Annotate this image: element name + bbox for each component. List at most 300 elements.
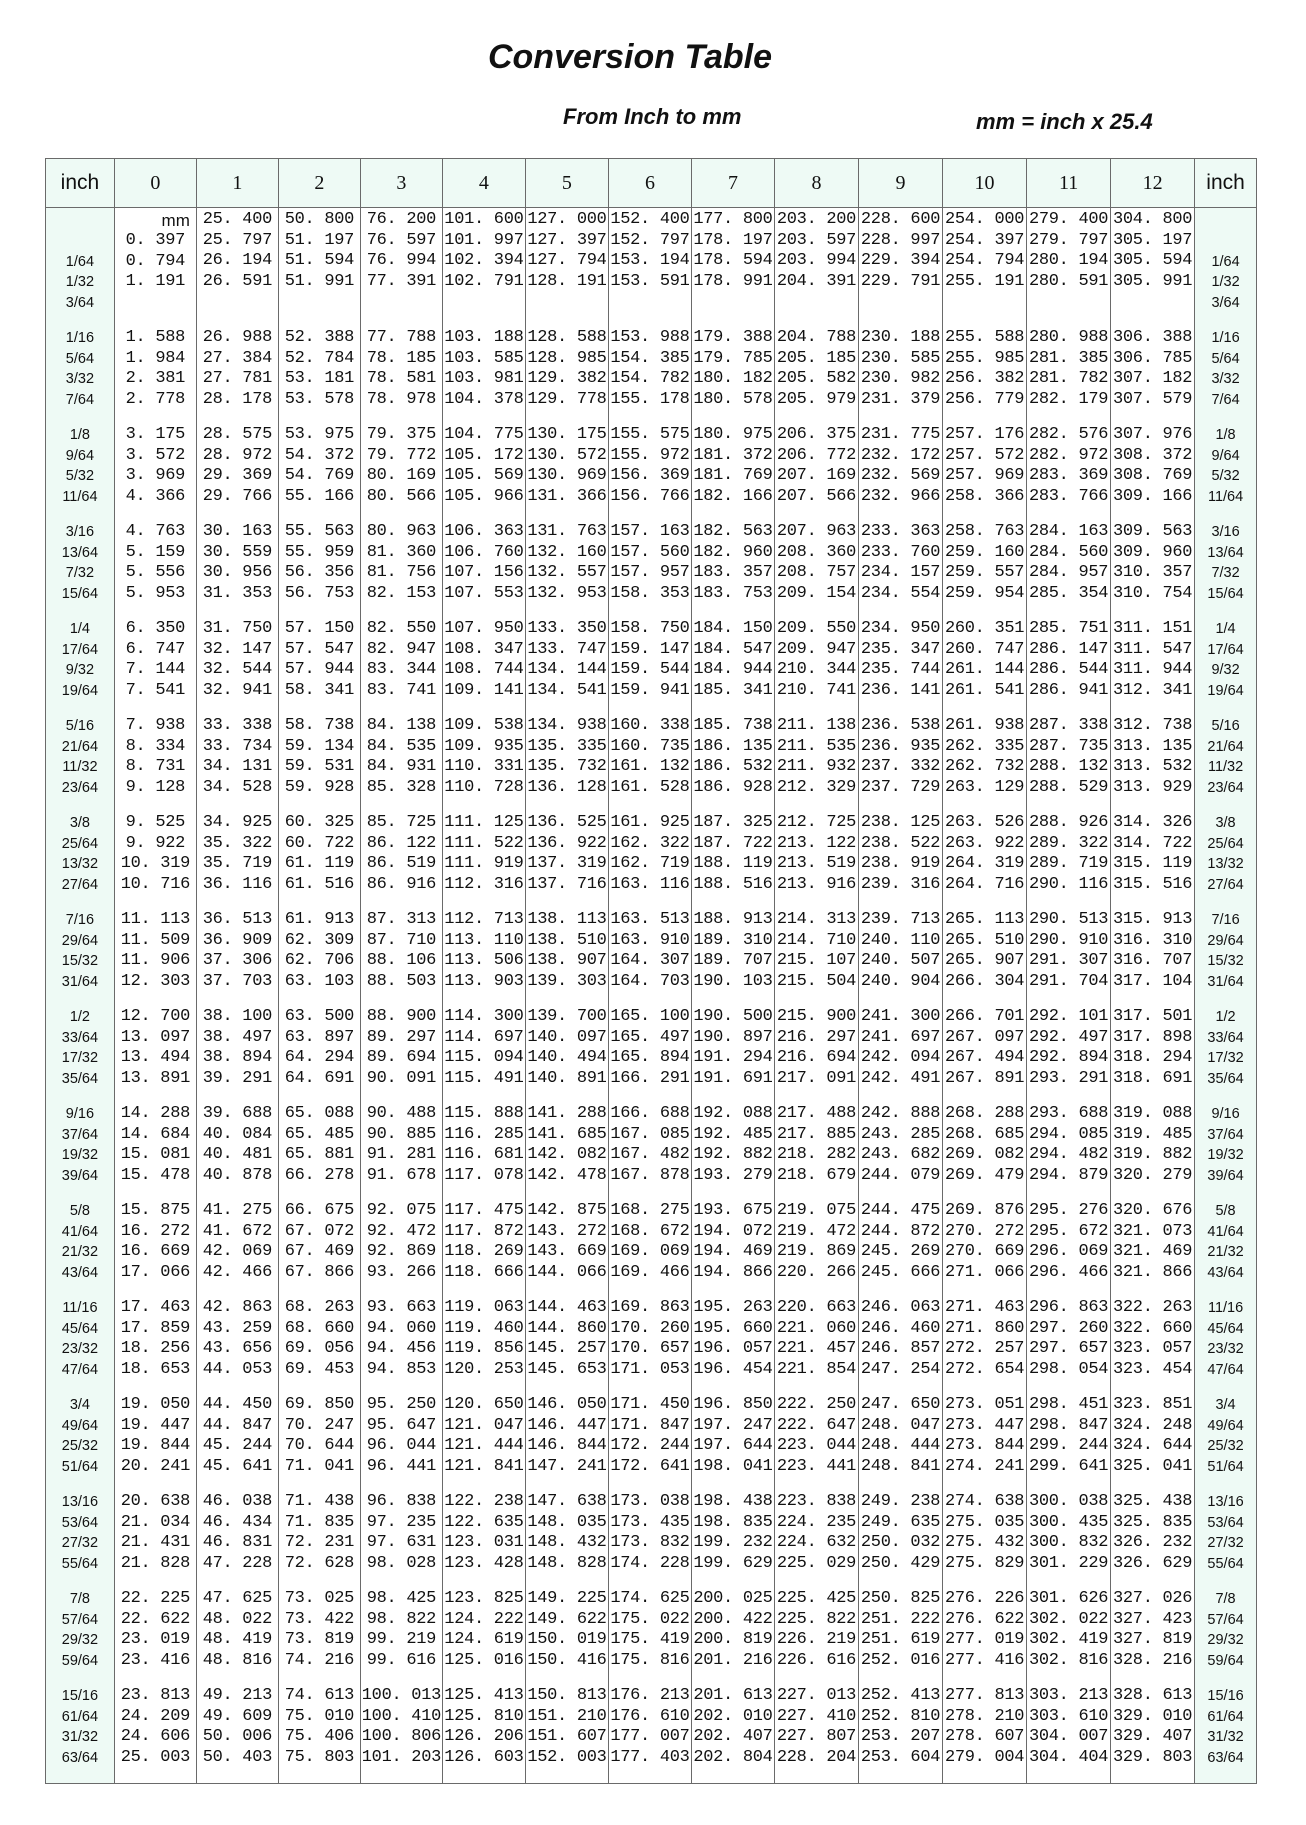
value-group [443,619,525,716]
fraction-label: 45/64 [61,1320,99,1337]
fraction-label: 21/64 [61,738,99,755]
mm-value: 128. 985 [527,348,607,368]
mm-value: 157. 163 [610,522,690,541]
mm-value: 59. 531 [284,757,355,776]
header-col-12: 12 [1111,159,1195,208]
mm-value: 288. 926 [1028,813,1109,832]
mm-value: 240. 507 [860,951,941,970]
value-group [859,910,942,1007]
mm-value: 225. 425 [776,1589,857,1608]
mm-value: 81. 756 [366,563,437,582]
mm-value: 74. 216 [284,1650,355,1670]
mm-value: 50. 800 [284,210,355,229]
mm-value: 53. 181 [284,369,355,388]
header-inch-left: inch [46,159,115,208]
mm-value: 174. 228 [610,1553,690,1573]
mm-value: 106. 363 [444,522,524,541]
mm-value: 25. 003 [120,1747,190,1767]
mm-value: 167. 482 [610,1145,690,1164]
fraction-label: 1/16 [1211,330,1240,346]
value-group [692,328,774,425]
mm-value: 14. 684 [120,1124,190,1144]
mm-value: 142. 875 [527,1201,607,1220]
mm-value: 99. 219 [366,1630,437,1649]
value-group [692,1395,774,1492]
mm-value: 173. 435 [610,1512,690,1532]
mm-value: 87. 313 [366,910,437,929]
mm-value: 214. 313 [776,910,857,929]
mm-value: 188. 516 [693,874,773,894]
mm-value: 187. 722 [693,833,773,853]
mm-value: 205. 979 [776,389,857,409]
fraction-label: 11/16 [62,1300,98,1316]
mm-value: 176. 213 [610,1686,690,1705]
body-row [46,208,1257,1784]
mm-value: 248. 444 [860,1436,941,1455]
value-group [859,210,942,328]
mm-value: 156. 369 [610,466,690,485]
value-group [1111,1492,1194,1589]
mm-value: 296. 863 [1028,1298,1109,1317]
mm-value: 310. 357 [1113,563,1193,582]
mm-value: 127. 000 [527,210,607,229]
mm-value: 25. 400 [202,210,273,229]
mm-value: 242. 888 [860,1104,941,1123]
value-group [279,1201,360,1298]
mm-value: 262. 732 [944,757,1025,776]
fraction-label: 15/64 [61,585,99,602]
mm-value: 76. 200 [366,210,437,229]
value-group [1027,522,1110,619]
mm-value: 51. 594 [284,251,355,270]
mm-value: 168. 672 [610,1221,690,1241]
mm-value: 198. 438 [693,1492,773,1511]
mm-value: 315. 119 [1113,854,1193,873]
fraction-group [1195,231,1256,328]
value-group [609,619,691,716]
mm-value: 274. 638 [944,1492,1025,1511]
mm-value: 28. 575 [202,425,273,444]
mm-value: 294. 879 [1028,1165,1109,1185]
fraction-group [1195,1589,1256,1686]
mm-value: 88. 503 [366,971,437,991]
fraction-label: 13/16 [1207,1494,1244,1510]
mm-value: 61. 913 [284,910,355,929]
mm-value: 55. 166 [284,486,355,506]
value-group [943,210,1026,328]
fraction-label: 5/8 [69,1203,90,1219]
mm-value: 203. 994 [776,251,857,270]
mm-value: 76. 597 [366,230,437,250]
value-group [775,328,858,425]
mm-value: 313. 532 [1113,757,1193,776]
mm-value: 67. 469 [284,1242,355,1261]
mm-value: 126. 603 [444,1747,524,1767]
mm-value: 222. 647 [776,1415,857,1435]
value-group [115,619,196,716]
value-group [1027,210,1110,328]
mm-value: 325. 835 [1113,1512,1193,1532]
mm-value: 291. 307 [1028,951,1109,970]
fraction-label: 9/16 [1211,1106,1240,1122]
fraction-column-right [1195,208,1257,1784]
mm-value: 48. 022 [202,1609,273,1629]
mm-value: 284. 560 [1028,542,1109,562]
mm-value: 223. 838 [776,1492,857,1511]
fraction-label: 63/64 [1207,1749,1244,1766]
mm-value: 128. 191 [527,271,607,291]
mm-value: 9. 525 [125,813,186,832]
mm-value: 154. 782 [610,369,690,388]
mm-value: 209. 947 [776,639,857,659]
mm-value: 109. 935 [444,736,524,756]
mm-value: 66. 675 [284,1201,355,1220]
mm-value: 261. 938 [944,716,1025,735]
mm-value: 280. 988 [1028,328,1109,347]
mm-value: 191. 294 [693,1048,773,1067]
mm-value: 149. 225 [527,1589,607,1608]
mm-value: 274. 241 [944,1456,1025,1476]
value-group [526,1589,608,1686]
mm-value: 12. 303 [120,971,190,991]
mm-value: 86. 519 [366,854,437,873]
mm-value: 104. 775 [444,425,524,444]
mm-value: 219. 075 [776,1201,857,1220]
mm-value: 19. 050 [120,1395,190,1414]
mm-value: 300. 832 [1028,1533,1109,1552]
mm-value: 137. 716 [527,874,607,894]
fraction-label: 17/32 [61,1050,99,1066]
mm-value: 252. 016 [860,1650,941,1670]
mm-value: 183. 357 [693,563,773,582]
mm-value: 246. 857 [860,1339,941,1358]
value-group [279,910,360,1007]
value-group [943,1589,1026,1686]
mm-value: 152. 003 [527,1747,607,1767]
mm-value: 243. 285 [860,1124,941,1144]
mm-value: 11. 906 [120,951,190,970]
mm-value: 52. 784 [284,348,355,368]
mm-value: 215. 107 [776,951,857,970]
mm-value: 285. 354 [1028,583,1109,603]
mm-value: 206. 772 [776,445,857,465]
value-group [943,716,1026,813]
fraction-label: 9/64 [65,447,95,464]
mm-value: 33. 338 [202,716,273,735]
fraction-group [46,1201,114,1298]
mm-value: 149. 622 [527,1609,607,1629]
mm-value: 211. 138 [776,716,857,735]
mm-value: 301. 229 [1028,1553,1109,1573]
value-group [361,522,442,619]
fraction-label: 57/64 [61,1611,99,1628]
mm-value: 146. 050 [527,1395,607,1414]
value-group [692,716,774,813]
mm-value: 288. 132 [1028,757,1109,776]
value-group [775,210,858,328]
fraction-label: 15/16 [1207,1688,1244,1704]
value-group [279,716,360,813]
fraction-label: 27/64 [1207,876,1244,893]
fraction-group [1195,1492,1256,1589]
mm-value: 78. 185 [366,348,437,368]
value-group [943,1686,1026,1783]
mm-value: 103. 981 [444,369,524,388]
header-col-4: 4 [442,159,525,208]
mm-value: 44. 847 [202,1415,273,1435]
mm-value: 176. 610 [610,1706,690,1726]
mm-value: 101. 600 [444,210,524,229]
mm-value: 139. 700 [527,1007,607,1026]
mm-value: 100. 013 [361,1686,441,1705]
mm-value: 264. 319 [944,854,1025,873]
mm-value: 93. 663 [366,1298,437,1317]
fraction-label: 17/32 [1207,1050,1244,1066]
value-group [526,813,608,910]
mm-value: 213. 122 [776,833,857,853]
mm-value: 267. 891 [944,1068,1025,1088]
mm-value: 86. 122 [366,833,437,853]
mm-value: 192. 485 [693,1124,773,1144]
mm-value: 305. 991 [1113,271,1193,291]
value-group [943,619,1026,716]
fraction-label: 25/32 [1207,1438,1244,1454]
mm-value: 17. 859 [120,1318,190,1338]
value-group [197,1492,278,1589]
mm-value: 175. 022 [610,1609,690,1629]
mm-value: 217. 091 [776,1068,857,1088]
value-group [859,716,942,813]
mm-value: 120. 650 [444,1395,524,1414]
value-group [361,328,442,425]
fraction-group [1195,910,1256,1007]
value-group [443,1686,525,1783]
mm-value: 215. 504 [776,971,857,991]
mm-value: 154. 385 [610,348,690,368]
mm-value: 247. 254 [860,1359,941,1379]
value-group [115,1201,196,1298]
mm-value: 311. 151 [1113,619,1193,638]
mm-value: 263. 526 [944,813,1025,832]
mm-value: 302. 816 [1028,1650,1109,1670]
value-group [943,1104,1026,1201]
mm-value: 269. 479 [944,1165,1025,1185]
value-group [279,1492,360,1589]
mm-value: 140. 891 [527,1068,607,1088]
mm-value: 39. 291 [202,1068,273,1088]
mm-value: 86. 916 [366,874,437,894]
fraction-label: 11/32 [1207,759,1244,775]
unit-label: mm [161,211,190,230]
mm-value: 71. 041 [284,1456,355,1476]
mm-value: 164. 703 [610,971,690,991]
mm-value: 15. 875 [120,1201,190,1220]
fraction-label: 3/16 [65,524,95,540]
mm-value: 126. 206 [444,1727,524,1746]
mm-value: 207. 963 [776,522,857,541]
mm-value: 67. 866 [284,1262,355,1282]
mm-value: 29. 766 [202,486,273,506]
value-group [279,522,360,619]
mm-value: 224. 632 [776,1533,857,1552]
mm-value: 180. 975 [693,425,773,444]
mm-value: 7. 144 [125,660,186,679]
fraction-label: 59/64 [61,1652,99,1669]
value-group [943,522,1026,619]
mm-value: 53. 578 [284,389,355,409]
fraction-group [46,1492,114,1589]
value-group [775,1395,858,1492]
fraction-group [46,1298,114,1395]
mm-value: 171. 847 [610,1415,690,1435]
value-group [859,813,942,910]
mm-value: 309. 166 [1113,486,1193,506]
value-group [526,716,608,813]
mm-value: 232. 966 [860,486,941,506]
mm-value: 329. 010 [1113,1706,1193,1726]
mm-value: 170. 657 [610,1339,690,1358]
mm-value: 95. 647 [366,1415,437,1435]
value-group [443,1589,525,1686]
mm-value: 39. 688 [202,1104,273,1123]
value-group [943,1492,1026,1589]
mm-value: 239. 316 [860,874,941,894]
mm-value: 273. 447 [944,1415,1025,1435]
fraction-label: 17/64 [61,641,99,658]
mm-value: 140. 097 [527,1027,607,1047]
mm-value: 42. 466 [202,1262,273,1282]
mm-value: 145. 257 [527,1339,607,1358]
mm-value: 163. 910 [610,930,690,950]
value-group [1027,910,1110,1007]
fraction-label: 31/64 [1207,973,1244,990]
mm-value: 185. 738 [693,716,773,735]
mm-value: 188. 913 [693,910,773,929]
mm-value: 123. 428 [444,1553,524,1573]
mm-value: 105. 569 [444,466,524,485]
mm-value: 328. 216 [1113,1650,1193,1670]
mm-value: 2. 381 [125,369,186,388]
mm-value: 95. 250 [366,1395,437,1414]
mm-value: 23. 019 [120,1630,190,1649]
fraction-label: 23/64 [61,779,99,796]
mm-value: 190. 897 [693,1027,773,1047]
value-group [115,813,196,910]
mm-value: 118. 666 [444,1262,524,1282]
mm-value: 91. 678 [366,1165,437,1185]
mm-value: 294. 085 [1028,1124,1109,1144]
value-group [115,522,196,619]
fraction-label: 25/64 [61,835,99,852]
mm-value: 214. 710 [776,930,857,950]
fraction-group [46,1589,114,1686]
fraction-label: 27/64 [61,876,99,893]
mm-value: 27. 781 [202,369,273,388]
mm-value: 6. 350 [125,619,186,638]
mm-value: 200. 025 [693,1589,773,1608]
value-group [943,328,1026,425]
mm-value: 282. 576 [1028,425,1109,444]
mm-value: 298. 054 [1028,1359,1109,1379]
mm-value: 286. 544 [1028,660,1109,679]
mm-value: 97. 631 [366,1533,437,1552]
mm-value: 58. 738 [284,716,355,735]
fraction-label: 15/32 [61,953,99,969]
mm-value: 202. 010 [693,1706,773,1726]
mm-value: 80. 566 [366,486,437,506]
value-group [361,716,442,813]
mm-value: 45. 641 [202,1456,273,1476]
mm-value: 148. 828 [527,1553,607,1573]
fraction-label: 13/64 [1207,544,1244,561]
fraction-label: 3/8 [1215,815,1236,831]
mm-value: 291. 704 [1028,971,1109,991]
mm-value: 68. 660 [284,1318,355,1338]
mm-value: 109. 141 [444,680,524,700]
value-group [775,1492,858,1589]
mm-value: 319. 088 [1113,1104,1193,1123]
fraction-label: 3/8 [69,815,90,831]
fraction-group [46,619,114,716]
mm-value: 326. 629 [1113,1553,1193,1573]
value-group [775,619,858,716]
mm-value: 250. 825 [860,1589,941,1608]
fraction-label: 1/8 [69,427,90,443]
mm-value: 172. 641 [610,1456,690,1476]
mm-value: 284. 163 [1028,522,1109,541]
value-group [692,619,774,716]
mm-value: 262. 335 [944,736,1025,756]
mm-value: 18. 653 [120,1359,190,1379]
mm-value: 306. 388 [1113,328,1193,347]
mm-value: 223. 044 [776,1436,857,1455]
fraction-label: 23/32 [1207,1341,1244,1357]
mm-value: 114. 697 [444,1027,524,1047]
fraction-label: 43/64 [1207,1264,1244,1281]
fraction-label: 5/32 [65,468,95,484]
mm-value: 31. 353 [202,583,273,603]
fraction-label: 1/4 [69,621,90,637]
mm-value: 157. 957 [610,563,690,582]
mm-value: 208. 757 [776,563,857,582]
value-group [1111,813,1194,910]
value-group [279,1395,360,1492]
mm-value: 303. 213 [1028,1686,1109,1705]
value-group [526,1201,608,1298]
mm-value: 191. 691 [693,1068,773,1088]
mm-value: 92. 075 [366,1201,437,1220]
mm-value: 19. 447 [120,1415,190,1435]
mm-value: 290. 910 [1028,930,1109,950]
mm-value: 312. 341 [1113,680,1193,700]
mm-value: 73. 422 [284,1609,355,1629]
mm-value: 36. 513 [202,910,273,929]
mm-value: 120. 253 [444,1359,524,1379]
mm-value: 117. 872 [444,1221,524,1241]
mm-value: 37. 703 [202,971,273,991]
mm-value: 250. 032 [860,1533,941,1552]
mm-value: 128. 588 [527,328,607,347]
mm-value: 1. 191 [125,272,186,291]
mm-value: 116. 285 [444,1124,524,1144]
fraction-label: 17/64 [1207,641,1244,658]
mm-value: 182. 166 [693,486,773,506]
value-group [692,522,774,619]
values-column-11 [1027,208,1111,1784]
mm-value: 306. 785 [1113,348,1193,368]
mm-value: 84. 931 [366,757,437,776]
mm-value: 150. 416 [527,1650,607,1670]
